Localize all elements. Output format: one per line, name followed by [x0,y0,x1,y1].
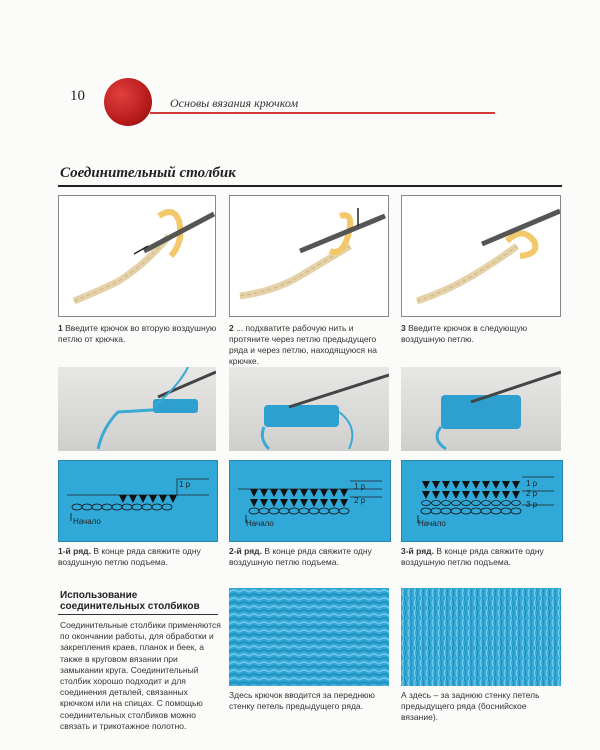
yarn-ball-image [104,78,152,126]
diagram-1-row-1-label: 1 р [179,480,191,489]
diagram-1-start-label: Начало [73,517,101,526]
row-2-diagram [229,460,391,542]
step-1-text: Введите крючок во вторую воздушную петлю от крючка. [58,323,217,344]
row-3-diagram [401,460,563,542]
row-3-caption [401,546,561,568]
row-2-caption [229,546,389,568]
section-rule [58,185,562,187]
step-3-number: 3 [401,323,406,333]
row-2-number: 2-й ряд. [229,546,262,556]
step-2-caption [229,323,389,367]
row-3-number: 3-й ряд. [401,546,434,556]
fabric-back-loop-photo [401,588,561,686]
step-2-number: 2 [229,323,234,333]
fabric-front-loop-photo [229,588,389,686]
diagram-2-row-2-label: 2 р [354,496,366,505]
usage-text: Соединительные столбики применяются по окончании работы, для обработки и закрепления краев, планок и беек, а также в круговом вязании при замыкании круга. Соединительный столбик хорошо подходит и для соединения деталей, связанных крючком или на спицах. С помощью соединительных столбиков можно связать и трикотажное полотно. [60,620,221,731]
step-2-illustration [229,195,389,317]
page-number: 10 [70,88,85,104]
step-3-caption [401,323,561,345]
row-1-caption [58,546,218,568]
step-1-illustration [58,195,216,317]
diagram-2-start-label: Начало [246,519,274,528]
row-1-number: 1-й ряд. [58,546,91,556]
step-1-number: 1 [58,323,63,333]
header-red-yarn-line [150,112,495,114]
diagram-3-row-1-label: 1 р [526,479,538,488]
step-2-text: ... подхватите рабочую нить и протяните через петлю предыдущего ряда и через петлю, находящуюся на крючке. [229,323,377,366]
row-3-photo [401,367,561,451]
step-3-illustration [401,195,561,317]
usage-rule [58,614,218,615]
usage-title: Использование соединительных столбиков [60,590,200,612]
section-title: Соединительный столбик [60,165,236,181]
row-2-text: В конце ряда свяжите одну воздушную петлю подъема. [229,546,372,567]
step-3-text: Введите крючок в следующую воздушную петлю. [401,323,528,344]
row-3-text: В конце ряда свяжите одну воздушную петлю подъема. [401,546,544,567]
row-1-diagram [58,460,218,542]
step-1-caption [58,323,218,345]
row-1-text: В конце ряда свяжите одну воздушную петлю подъема. [58,546,201,567]
running-title: Основы вязания крючком [170,96,299,110]
fabric-front-caption: Здесь крючок вводится за переднюю стенку петель предыдущего ряда. [229,690,375,711]
diagram-3-row-3-label: 3 р [526,500,538,509]
diagram-3-start-label: Начало [418,519,446,528]
fabric-back-caption: А здесь – за заднюю стенку петель предыдущего ряда (боснийское вязание). [401,690,540,722]
row-2-photo [229,367,389,451]
row-1-photo [58,367,216,451]
diagram-3-row-2-label: 2 р [526,489,538,498]
diagram-2-row-1-label: 1 р [354,482,366,491]
